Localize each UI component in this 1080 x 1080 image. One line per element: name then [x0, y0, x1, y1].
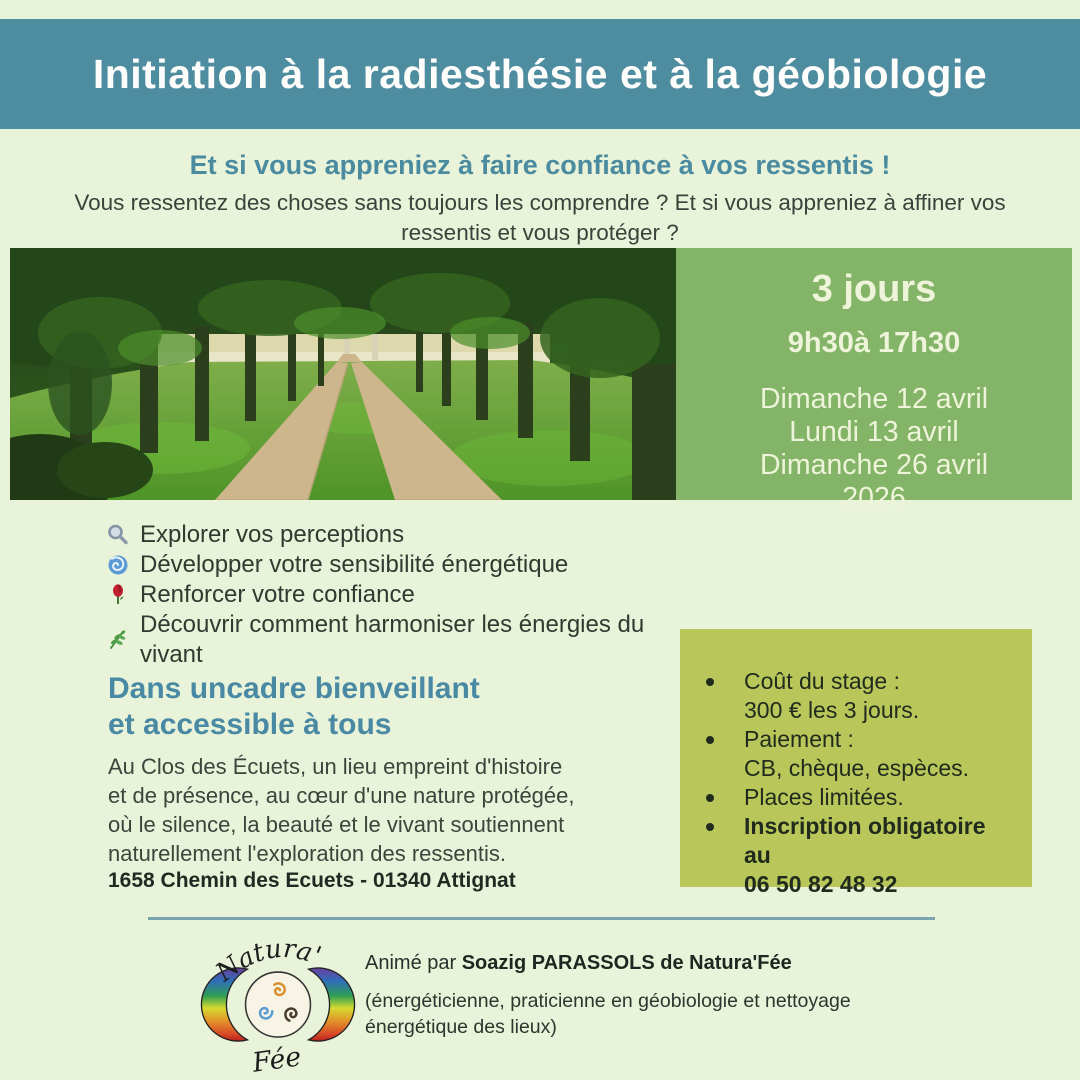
host-line	[365, 952, 792, 975]
venue-heading	[108, 671, 480, 743]
host-details-line2: énergétique des lieux)	[365, 1016, 557, 1038]
schedule-duration: 3 jours	[811, 268, 937, 310]
intro-body-line1: Vous ressentez des choses sans toujours les comprendre ? Et si vous appreniez à affiner vos	[74, 190, 1006, 215]
host-name: Soazig PARASSOLS de Natura'Fée	[461, 952, 792, 974]
header-bar	[0, 19, 1080, 129]
pricing-line: 300 € les 3 jours.	[744, 697, 920, 723]
pricing-line: CB, chèque, espèces.	[744, 755, 970, 781]
herb-icon	[106, 628, 130, 652]
natura-fee-logo	[182, 931, 374, 1079]
pricing-panel	[680, 629, 1032, 897]
pricing-phone-number: 06 50 82 48 32	[744, 871, 898, 897]
pricing-line: Places limitées.	[744, 784, 904, 810]
intro-headline: Et si vous appreniez à faire confiance à vos ressentis !	[189, 150, 891, 180]
schedule-date: Dimanche 26 avril	[759, 449, 989, 481]
benefit-label: Explorer vos perceptions	[140, 521, 405, 548]
benefits-list	[106, 520, 706, 670]
venue-description-line: Au Clos des Écuets, un lieu empreint d'histoire	[108, 754, 563, 779]
list-item	[698, 725, 1014, 783]
logo-text-natura: Natura'	[210, 933, 326, 989]
list-item	[698, 783, 1014, 812]
list-item	[106, 520, 706, 550]
full-moon-circle	[246, 972, 311, 1037]
pricing-list	[698, 667, 1014, 899]
logo-text-fee: Fée	[250, 1041, 304, 1079]
right-crescent-icon	[309, 968, 355, 1041]
schedule-panel	[676, 248, 1072, 514]
list-item-registration	[698, 812, 1014, 899]
tree-path-photo	[10, 248, 676, 500]
host-prefix: Animé par	[365, 952, 462, 974]
rose-icon	[106, 583, 130, 607]
benefit-label: Développer votre sensibilité énergétique	[140, 551, 569, 578]
pricing-line: Coût du stage :	[744, 668, 900, 694]
pricing-line: Paiement :	[744, 726, 854, 752]
host-details-line1: (énergéticienne, praticienne en géobiologie et nettoyage	[365, 990, 851, 1012]
schedule-date: Dimanche 12 avril	[759, 383, 989, 415]
footer-divider	[148, 917, 935, 920]
benefit-label: Découvrir comment harmoniser les énergies du vivant	[140, 611, 645, 668]
triple-moon-logo	[182, 931, 374, 1079]
venue-description-line: naturellement l'exploration des ressentis.	[108, 841, 506, 866]
schedule-date: 2026	[842, 482, 906, 514]
venue-description-line: et de présence, au cœur d'une nature protégée,	[108, 783, 575, 808]
list-item	[106, 580, 706, 610]
schedule-hours: 9h30à 17h30	[787, 327, 961, 359]
benefit-label: Renforcer votre confiance	[140, 581, 415, 608]
intro-body-line2: ressentis et vous protéger ?	[401, 220, 679, 245]
schedule-date: Lundi 13 avril	[789, 416, 959, 448]
list-item	[698, 667, 1014, 725]
page-title: Initiation à la radiesthésie et à la géobiologie	[92, 50, 988, 97]
pricing-line: Inscription obligatoire au	[744, 813, 986, 868]
list-item	[106, 550, 706, 580]
venue-description-line: où le silence, la beauté et le vivant soutiennent	[108, 812, 565, 837]
venue-address: 1658 Chemin des Ecuets - 01340 Attignat	[108, 869, 516, 892]
intro-body	[0, 188, 1080, 248]
host-details	[365, 988, 851, 1040]
venue-description	[108, 752, 575, 868]
spiral-icon	[106, 553, 130, 577]
magnifier-icon	[106, 523, 130, 547]
schedule-dates	[676, 383, 1072, 515]
venue-heading-line2: et accessible à tous	[108, 708, 392, 741]
list-item	[106, 610, 706, 670]
venue-heading-line1: Dans uncadre bienveillant	[108, 672, 480, 705]
tree-path-illustration	[10, 248, 676, 500]
